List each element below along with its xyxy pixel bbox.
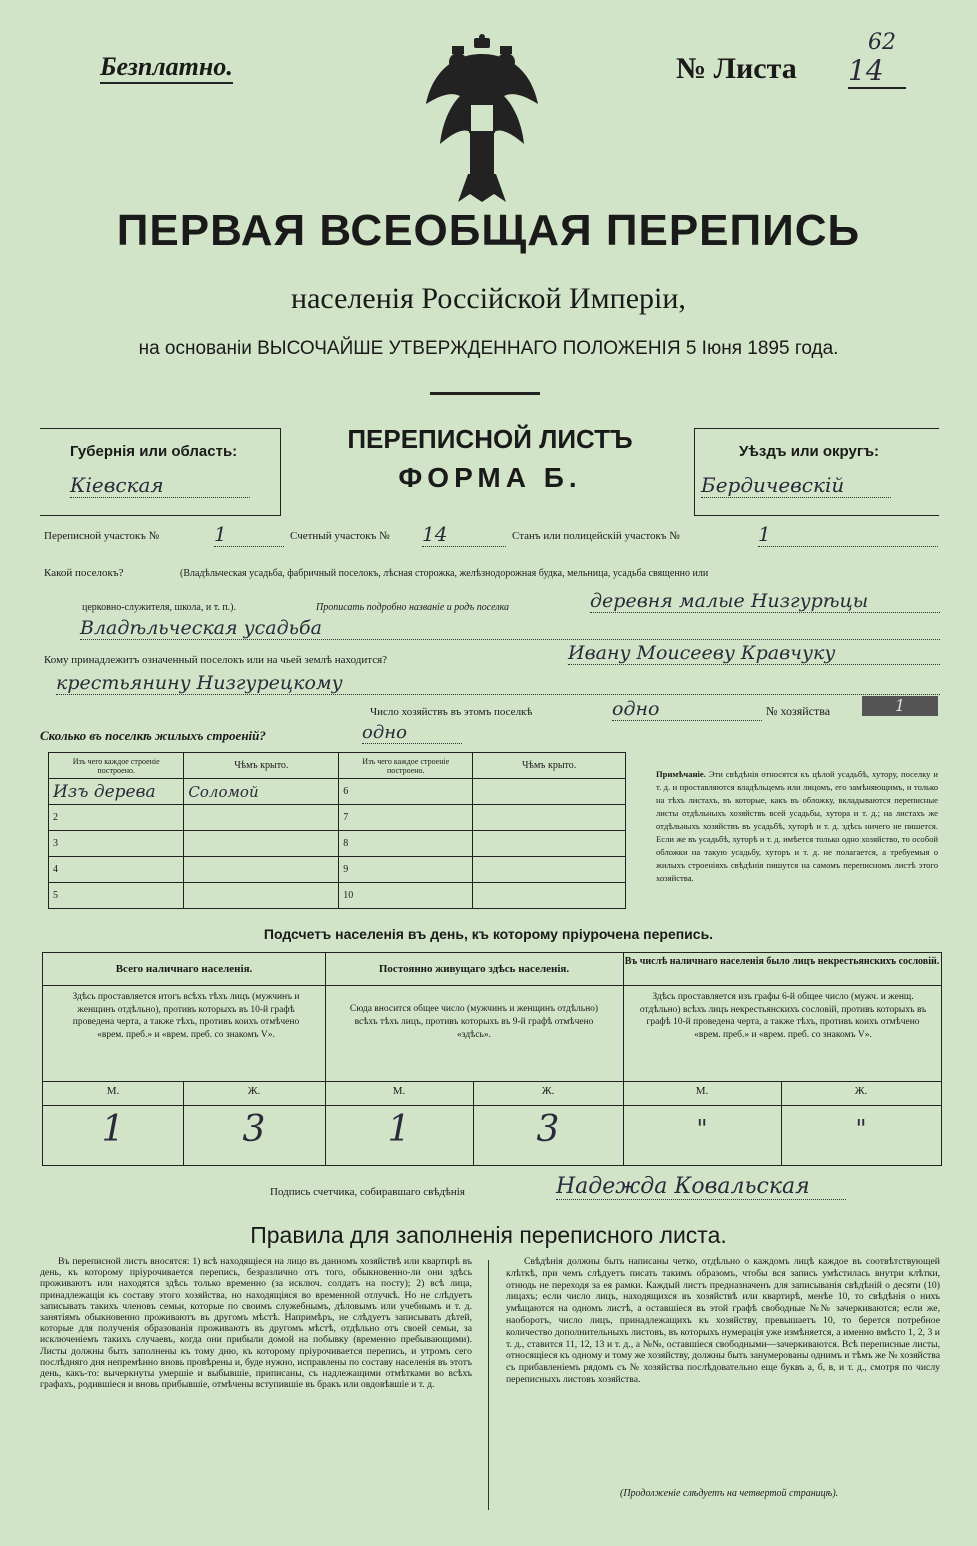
- divider: [488, 1260, 489, 1510]
- free-label: Безплатно.: [100, 52, 233, 84]
- poselok-value-2: Владѣльческая усадьба: [80, 617, 940, 640]
- count-zh-resident: 3: [536, 1109, 560, 1150]
- poselok-value: деревня малые Низгурѣцы: [590, 590, 940, 613]
- table-row: [49, 831, 626, 857]
- form-title: ПЕРЕПИСНОЙ ЛИСТЪ: [347, 424, 633, 454]
- divider: [43, 985, 941, 986]
- note-text: Эти свѣдѣнія относятся къ цѣлой усадьбѣ, хутору, поселку и т. д. и проставляются владѣльцемъ или лицомъ, его замѣняющимъ, и только на тѣхъ листахъ, въ которые, какъ въ обложку, вкладываются переписные листы отдѣльныхъ хозяйствъ всей усадьбы, хутора и т. д.; на листахъ же отдѣльныхъ хозяйствъ въ усадьбѣ, хуторѣ и т. д. здѣсь ничего не пишется. Если же въ усадьбѣ, хуторѣ и т. д. имѣется только одно хозяйство, то особой обложки на такую усадьбу, хуторъ и т. д. не полагается, а требуемыя о жилыхъ строеніяхъ свѣдѣнія пишутся на самомъ переписномъ листѣ этого хозяйства.: [656, 769, 938, 883]
- uezd-label: Уѣздъ или округъ:: [739, 443, 880, 460]
- table-cell: [184, 805, 339, 831]
- count-zh-present: 3: [242, 1109, 266, 1150]
- household-number-value: 1: [862, 696, 938, 716]
- sheet-number-value: 14: [848, 54, 906, 89]
- zh-label-1: Ж.: [247, 1085, 261, 1097]
- sheet-number-label: № Листа: [676, 52, 797, 85]
- table-cell: [473, 805, 626, 831]
- table-row: [49, 779, 626, 805]
- sheet-number-corner: 62: [868, 30, 896, 55]
- count-m-resident: 1: [387, 1109, 411, 1150]
- table-cell: [473, 857, 626, 883]
- divider: [43, 1081, 941, 1082]
- table-cell: [184, 883, 339, 909]
- owner-label: Кому принадлежитъ означенный поселокъ или на чьей землѣ находится?: [44, 654, 388, 666]
- double-headed-eagle-icon: [412, 34, 552, 204]
- table-row: [49, 883, 626, 909]
- owner-value-2: крестьянину Низгурецкому: [56, 672, 940, 695]
- table-row: [49, 857, 626, 883]
- zh-label-2: Ж.: [541, 1085, 555, 1097]
- row1-material: Изъ дерева: [53, 781, 156, 802]
- col3-title: Въ числѣ наличнаго населенія было лицъ некрестьянскихъ сословій.: [624, 956, 940, 967]
- basis-line: на основаніи ВЫСОЧАЙШЕ УТВЕРЖДЕННАГО ПОЛОЖЕНІЯ 5 Іюня 1895 года.: [138, 338, 839, 359]
- table-cell: [184, 779, 339, 805]
- poselok-hint2: церковно-служителя, школа, и т. п.).: [82, 602, 236, 613]
- rules-left-text: Въ переписной листъ вносятся: 1) всѣ находящіеся на лицо въ данномъ хозяйствѣ или квартирѣ въ день, къ которому пріурочивается перепись, безразлично отъ того, обыкновенно-ли они здѣсь проживаютъ или находятся здѣсь только временно (за исключ. солдатъ на посту); 2) всѣ лица, принадлежащія къ составу этого хозяйства, но находящіяся во временной отлучкѣ. Но не слѣдуетъ записывать такихъ членовъ семьи, которые по своимъ служебнымъ, дѣловымъ или учебнымъ и т. д. занятіямъ обыкновенно проживаютъ въ другомъ мѣстѣ. Напримѣръ, не слѣдуетъ записывать дѣтей, которые для полученія образованія проживаютъ въ другомъ мѣстѣ, отдѣльно отъ своей семьи, за исключеніемъ такихъ случаевъ, когда они прибыли домой на побывку (временно пребывающими). Листы должны быть заполнены къ тому дню, къ которому пріурочивается перепись, и утромъ сего послѣдняго дня непремѣнно вновь провѣрены и, буде нужно, исправлены по составу населенія въ этотъ день, какъ-то: вычеркнуты умершіе и выбывшіе, приписаны, съ надлежащими отмѣтками во всѣхъ графахъ, родившіеся и вновь прибывшіе, отмѣчены вступившіе въ бракъ или овдовѣвшіе и т. д.: [40, 1256, 472, 1391]
- table-row: [49, 805, 626, 831]
- buildings-label: Сколько въ поселкѣ жилыхъ строеній?: [40, 728, 266, 743]
- buildings-value: одно: [362, 722, 462, 744]
- gubernia-label: Губернія или область:: [70, 443, 238, 460]
- form-name: ФОРМА Б.: [398, 462, 582, 493]
- table-cell: [49, 779, 184, 805]
- uchastok-value: 1: [214, 522, 284, 547]
- table-cell: [473, 831, 626, 857]
- signature-label: Подпись счетчика, собиравшаго свѣдѣнія: [270, 1186, 465, 1198]
- col1-title: Всего наличнаго населенія.: [115, 963, 253, 975]
- m-label-2: М.: [392, 1085, 406, 1097]
- population-table: [42, 952, 942, 1166]
- count-m-present: 1: [101, 1109, 125, 1150]
- rules-continued: (Продолженіе слѣдуетъ на четвертой страницѣ).: [620, 1488, 839, 1499]
- households-value: одно: [612, 698, 762, 721]
- gubernia-value: Кіевская: [70, 473, 250, 498]
- poselok-hint: (Владѣльческая усадьба, фабричный поселокъ, лѣсная сторожка, желѣзнодорожная будка, мельница, усадьба священно или: [180, 568, 709, 579]
- table-cell: [473, 883, 626, 909]
- zh-label-3: Ж.: [854, 1085, 868, 1097]
- schetny-label: Счетный участокъ №: [290, 530, 390, 542]
- uchastok-label: Переписной участокъ №: [44, 530, 160, 542]
- stan-label: Станъ или полицейскій участокъ №: [512, 530, 680, 542]
- households-label: Число хозяйствъ въ этомъ поселкѣ: [370, 706, 533, 718]
- col1-text: Здѣсь проставляется итогъ всѣхъ тѣхъ лицъ (мужчинъ и женщинъ отдѣльно), противъ которыхъ въ 10-й графѣ проведена черта, а также тѣхъ, противъ коихъ отмѣчено «врем. преб.» и «врем. преб. со знакомъ V».: [72, 992, 300, 1040]
- count-m-nonpeasant: ": [696, 1115, 708, 1143]
- table-cell: 8: [339, 831, 473, 857]
- table-cell: [184, 831, 339, 857]
- table-cell: 3: [49, 831, 184, 857]
- note-title: Примѣчаніе.: [656, 769, 706, 779]
- poselok-hint-italic: Прописать подробно названіе и родъ поселка: [316, 602, 510, 613]
- divider: [43, 1105, 941, 1106]
- signature-value: Надежда Ковальская: [556, 1174, 846, 1200]
- uezd-box: [694, 428, 939, 516]
- buildings-note: [656, 768, 938, 885]
- household-number-label: № хозяйства: [766, 704, 831, 718]
- population-heading: Подсчетъ населенія въ день, къ которому пріурочена перепись.: [263, 926, 714, 942]
- rules-heading: Правила для заполненія переписного листа.: [250, 1222, 727, 1248]
- table-cell: 6: [339, 779, 473, 805]
- col-material-left: Изъ чего каждое строеніе построено.: [49, 753, 184, 779]
- m-label-1: М.: [106, 1085, 120, 1097]
- gubernia-box: [40, 428, 281, 516]
- col2-text: Сюда вносится общее число (мужчинъ и женщинъ отдѣльно) всѣхъ тѣхъ лицъ, противъ которыхъ въ 9-й графѣ отмѣчено «здѣсь».: [349, 1004, 599, 1040]
- col2-title: Постоянно живущаго здѣсь населенія.: [378, 963, 570, 975]
- page-subtitle: населенія Россійской Имперіи,: [291, 282, 686, 315]
- uezd-value: Бердичевскій: [701, 473, 891, 498]
- col3-text: Здѣсь проставляется изъ графы 6-й общее число (мужч. и женщ. отдѣльно) всѣхъ лицъ некрестьянскихъ сословій, противъ которыхъ въ графѣ 10-й проведена черта, а также тѣхъ, противъ коихъ отмѣчено «врем. преб.» и «врем. преб. со знакомъ V».: [639, 992, 927, 1040]
- stan-value: 1: [758, 522, 938, 547]
- poselok-label: Какой поселокъ?: [44, 567, 124, 579]
- col-material-right: Изъ чего каждое строеніе построено.: [339, 753, 473, 779]
- col-roof-right: Чѣмъ крыто.: [473, 753, 626, 779]
- buildings-table: [48, 752, 626, 909]
- table-cell: 4: [49, 857, 184, 883]
- table-cell: 10: [339, 883, 473, 909]
- m-label-3: М.: [695, 1085, 709, 1097]
- table-cell: [184, 857, 339, 883]
- count-zh-nonpeasant: ": [855, 1115, 867, 1143]
- rules-right-text: Свѣдѣнія должны быть написаны четко, отдѣльно о каждомъ лицѣ каждое въ соотвѣтствующей клѣткѣ, при чемъ слѣдуетъ писать такимъ образомъ, чтобы вся запись умѣстилась внутри клѣтки, отнюдь не переходя за ея рамки. Каждый листъ предназначенъ для записыванія свѣдѣній о десяти (10) лицахъ; если число лицъ, находящихся въ хозяйствѣ или квартирѣ, менѣе 10, то свѣдѣнія о нихъ умѣщаются на одномъ листѣ, а оставшіеся въ этой графѣ свободные №№ зачеркиваются; если же, наоборотъ, число лицъ, принадлежащихъ къ хозяйству, превышаетъ 10, то берется потребное количество дополнительныхъ листовъ, въ которыхъ нумерація уже измѣняется, а именно вмѣсто 1, 2, 3 и т. д., ставится 11, 12, 13 и т. д., а №№, оставшіеся свободными—зачеркиваются. Всѣ переписные листы, относящіеся къ одному и тому же хозяйству, должны быть занумерованы однимъ и тѣмъ же № хозяйства съ прибавленіемъ рядомъ съ № хозяйства послѣдовательно еще буквъ а, б, в, и т. д., смотря по числу переписныхъ листовъ хозяйства.: [506, 1256, 940, 1385]
- table-cell: 7: [339, 805, 473, 831]
- col-roof-left: Чѣмъ крыто.: [184, 753, 339, 779]
- table-cell: 2: [49, 805, 184, 831]
- table-cell: [473, 779, 626, 805]
- page-title: ПЕРВАЯ ВСЕОБЩАЯ ПЕРЕПИСЬ: [116, 206, 861, 255]
- row1-roof: Соломой: [188, 782, 259, 801]
- owner-value: Ивану Моисееву Кравчуку: [568, 642, 940, 665]
- table-cell: 9: [339, 857, 473, 883]
- table-cell: 5: [49, 883, 184, 909]
- divider: [430, 392, 540, 395]
- schetny-value: 14: [422, 522, 506, 547]
